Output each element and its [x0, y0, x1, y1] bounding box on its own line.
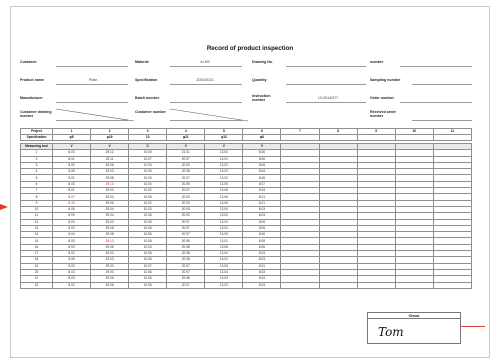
- measurement-cell: 10.07: [129, 263, 167, 269]
- row-number: 4: [21, 169, 53, 175]
- measurement-cell: 13.06: [205, 188, 243, 194]
- measurement-cell: 10.02: [129, 188, 167, 194]
- measurement-cell: 8.03: [243, 213, 281, 219]
- page-title: Record of product inspection: [206, 45, 294, 52]
- measurement-cell: 8.01: [53, 188, 91, 194]
- left-arrow-marker: [0, 204, 8, 210]
- row-number: 3: [21, 162, 53, 168]
- specification-value: 2020/2013: [196, 78, 214, 82]
- measurement-cell: 20.97: [167, 282, 205, 288]
- measurement-cell: 29.04: [91, 206, 129, 212]
- measurement-cell: 13.01: [205, 156, 243, 162]
- measurement-cell: 8.07: [243, 181, 281, 187]
- row-number: 21: [21, 276, 53, 282]
- measurement-cell: 10.04: [129, 244, 167, 250]
- column-number: 8: [319, 129, 357, 135]
- measurement-cell: 8.01: [53, 156, 91, 162]
- measurement-cell: [319, 282, 357, 288]
- measurement-cell: 10.09: [129, 175, 167, 181]
- measurement-cell: 13.00: [205, 150, 243, 156]
- measurement-cell: 8.06: [243, 175, 281, 181]
- measurement-cell: 8.06: [243, 162, 281, 168]
- measurement-cell: 8.00: [53, 162, 91, 168]
- measurement-cell: 8.04: [53, 232, 91, 238]
- customer-number-label: Customer number: [135, 110, 166, 114]
- measurement-cell: 29.03: [91, 219, 129, 225]
- measurement-cell: 13.05: [205, 181, 243, 187]
- row-number: 6: [21, 181, 53, 187]
- measurement-cell: 10.05: [129, 219, 167, 225]
- measurement-cell: 8.06: [243, 156, 281, 162]
- tool-cell: V: [53, 144, 91, 150]
- row-number: 14: [21, 232, 53, 238]
- signature-pointer-line: [461, 326, 485, 327]
- measurement-cell: 8.04: [243, 188, 281, 194]
- drawing-no-line: [286, 66, 366, 67]
- customer-label: Customer: [20, 60, 37, 64]
- measurement-cell: 20.98: [167, 257, 205, 263]
- measurement-cell: 29.11: [91, 156, 129, 162]
- spec-cell: φ21: [167, 135, 205, 141]
- row-number: 11: [21, 213, 53, 219]
- measurement-cell: 13.02: [205, 213, 243, 219]
- measurement-cell: 20.97: [167, 232, 205, 238]
- measurement-cell: 10.06: [129, 232, 167, 238]
- measurement-cell: [433, 282, 471, 288]
- row-number: 19: [21, 263, 53, 269]
- measurement-cell: 10.05: [129, 194, 167, 200]
- measurement-cell: 8.06: [53, 206, 91, 212]
- tool-cell: V: [243, 144, 281, 150]
- measurement-cell: 8.03: [53, 150, 91, 156]
- project-row-label: Project: [21, 129, 53, 135]
- measurement-cell: 13.00: [205, 206, 243, 212]
- order-number-label: Order number: [370, 96, 394, 100]
- measurement-cell: 21.01: [167, 150, 205, 156]
- customer-drawing-label: Customer drawing number: [20, 110, 52, 118]
- measurement-cell: 10.03: [129, 206, 167, 212]
- measurement-cell: 20.98: [167, 244, 205, 250]
- row-number: 8: [21, 194, 53, 200]
- batch-number-line: [170, 102, 242, 103]
- measurement-cell: 20.97: [167, 225, 205, 231]
- measurement-cell: 8.03: [243, 269, 281, 275]
- row-number: 17: [21, 251, 53, 257]
- column-number: 9: [357, 129, 395, 135]
- material-line: [170, 66, 242, 67]
- table-row: [21, 282, 472, 288]
- measurement-cell: 29.06: [91, 162, 129, 168]
- specification-label: Specification: [135, 78, 158, 82]
- material-value: Al-HS: [200, 60, 210, 64]
- row-number: 15: [21, 238, 53, 244]
- measurement-cell: 29.06: [91, 276, 129, 282]
- measurement-cell: 29.03: [91, 194, 129, 200]
- measurement-cell: 20.93: [167, 194, 205, 200]
- measurement-cell: 10.06: [129, 225, 167, 231]
- measurement-cell: 20.92: [167, 213, 205, 219]
- measurement-cell: 29.06: [91, 225, 129, 231]
- specification-row-label: Specification: [21, 135, 53, 141]
- row-number: 5: [21, 175, 53, 181]
- measurement-cell: 10.06: [129, 276, 167, 282]
- measurement-cell: 29.08: [91, 175, 129, 181]
- measurement-cell: 8.03: [243, 206, 281, 212]
- spec-cell: 10: [129, 135, 167, 141]
- measurement-cell: 13.06: [205, 200, 243, 206]
- measurement-cell: [395, 282, 433, 288]
- row-number: 9: [21, 200, 53, 206]
- measurement-cell: 20.97: [167, 269, 205, 275]
- measurement-cell: 10.06: [129, 251, 167, 257]
- instruction-number-label: Instruction number: [252, 94, 271, 102]
- specification-line: [170, 84, 242, 85]
- measurement-cell: 8.06: [243, 150, 281, 156]
- row-number: 2: [21, 156, 53, 162]
- measurement-cell: 20.97: [167, 175, 205, 181]
- tool-cell: V: [167, 144, 205, 150]
- measurement-cell: 8.10: [53, 200, 91, 206]
- spec-cell: φ8: [243, 135, 281, 141]
- measurement-cell: 8.03: [53, 276, 91, 282]
- measurement-cell: 8.03: [53, 244, 91, 250]
- measurement-cell: 29.10: [91, 181, 129, 187]
- measurement-cell: 8.03: [53, 225, 91, 231]
- measurement-cell: 8.06: [243, 232, 281, 238]
- measurement-cell: 10.02: [129, 200, 167, 206]
- measurement-cell: 8.06: [243, 225, 281, 231]
- measurement-cell: 8.01: [243, 200, 281, 206]
- check-label: Check: [368, 313, 460, 319]
- measurement-cell: 8.06: [53, 257, 91, 263]
- measurement-cell: 20.98: [167, 169, 205, 175]
- measurement-cell: 13.03: [205, 219, 243, 225]
- measurement-cell: 13.06: [205, 244, 243, 250]
- measurement-cell: 20.95: [167, 238, 205, 244]
- spec-cell: φ8: [53, 135, 91, 141]
- measurement-cell: 8.01: [243, 263, 281, 269]
- measurement-cell: 20.97: [167, 156, 205, 162]
- measurement-cell: [357, 282, 395, 288]
- measurement-cell: 10.06: [129, 213, 167, 219]
- column-number: 11: [433, 129, 471, 135]
- measurement-cell: 10.05: [129, 169, 167, 175]
- column-number: 7: [281, 129, 319, 135]
- column-number: 3: [129, 129, 167, 135]
- measurement-cell: 8.03: [53, 282, 91, 288]
- measurement-cell: 13.03: [205, 276, 243, 282]
- measurement-cell: 10.03: [129, 162, 167, 168]
- measurement-cell: 20.93: [167, 206, 205, 212]
- row-number: 10: [21, 206, 53, 212]
- received-order-label: Received order number: [370, 110, 396, 118]
- measurement-cell: 29.03: [91, 169, 129, 175]
- row-number: 12: [21, 219, 53, 225]
- measurement-cell: 13.02: [205, 225, 243, 231]
- measurement-cell: 8.04: [243, 169, 281, 175]
- measurement-cell: 8.07: [53, 194, 91, 200]
- diagonal-strike-2: [170, 108, 250, 122]
- measurement-cell: 20.97: [167, 263, 205, 269]
- row-number: 16: [21, 244, 53, 250]
- measurement-cell: 20.97: [167, 188, 205, 194]
- measurement-cell: 29.06: [91, 244, 129, 250]
- measurement-cell: 13.05: [205, 263, 243, 269]
- sampling-number-line: [412, 84, 472, 85]
- row-number: 1: [21, 150, 53, 156]
- column-number: 1: [53, 129, 91, 135]
- measurement-cell: 29.06: [91, 282, 129, 288]
- quantity-line: [286, 84, 366, 85]
- measurement-cell: 20.98: [167, 251, 205, 257]
- measurement-cell: 20.98: [167, 276, 205, 282]
- column-number: 5: [205, 129, 243, 135]
- measurement-cell: 29.13: [91, 238, 129, 244]
- measurement-cell: 20.97: [167, 219, 205, 225]
- customer-line: [56, 66, 128, 67]
- manufacturer-label: Manufacturer: [20, 96, 43, 100]
- measurement-cell: 29.08: [91, 232, 129, 238]
- measurement-cell: 10.04: [129, 181, 167, 187]
- measurement-cell: 10.00: [129, 150, 167, 156]
- measurement-cell: 29.12: [91, 150, 129, 156]
- spec-cell: φ29: [91, 135, 129, 141]
- manufacturer-line: [56, 102, 128, 103]
- row-number: 7: [21, 188, 53, 194]
- measurement-cell: 20.95: [167, 181, 205, 187]
- measuring-tool-row-label: Measuring tool: [21, 144, 53, 150]
- measurement-cell: 10.06: [129, 238, 167, 244]
- spec-cell: φ13: [205, 135, 243, 141]
- measurement-cell: 13.02: [205, 257, 243, 263]
- measurement-cell: 8.03: [53, 238, 91, 244]
- measurement-cell: 8.01: [243, 194, 281, 200]
- measurement-cell: 29.03: [91, 251, 129, 257]
- number-label: number: [370, 60, 384, 64]
- measurement-cell: 29.03: [91, 257, 129, 263]
- measurement-cell: [281, 282, 319, 288]
- column-number: 2: [91, 129, 129, 135]
- measurement-cell: 8.01: [53, 175, 91, 181]
- order-number-line: [400, 102, 472, 103]
- measurement-cell: 10.07: [129, 156, 167, 162]
- measurement-cell: 29.04: [91, 213, 129, 219]
- measurement-cell: 13.04: [205, 269, 243, 275]
- measurement-cell: 8.08: [243, 238, 281, 244]
- row-number: 22: [21, 282, 53, 288]
- measurement-cell: 29.06: [91, 200, 129, 206]
- measurement-cell: 13.04: [205, 251, 243, 257]
- instruction-number-line: [286, 102, 366, 103]
- column-number: 10: [395, 129, 433, 135]
- column-number: 6: [243, 129, 281, 135]
- signature: Tom: [378, 325, 404, 339]
- measurement-cell: 8.03: [53, 219, 91, 225]
- measurement-cell: 13.01: [205, 238, 243, 244]
- received-order-line: [412, 120, 472, 121]
- row-number: 18: [21, 257, 53, 263]
- quantity-label: Quantity: [252, 78, 267, 82]
- measurement-cell: 13.06: [205, 194, 243, 200]
- measurement-cell: 29.03: [91, 263, 129, 269]
- measurement-cell: 8.06: [243, 244, 281, 250]
- tool-cell: V: [205, 144, 243, 150]
- instruction-number-value: 10-0614/077: [317, 96, 339, 100]
- sampling-number-label: Sampling number: [370, 78, 401, 82]
- product-name-line: [56, 84, 128, 85]
- measurement-cell: 29.03: [91, 269, 129, 275]
- material-label: Material: [135, 60, 149, 64]
- measurement-cell: 8.06: [53, 169, 91, 175]
- tool-cell: C: [129, 144, 167, 150]
- product-name-label: Product name: [20, 78, 44, 82]
- measurement-cell: 13.05: [205, 232, 243, 238]
- measurement-cell: 8.03: [53, 251, 91, 257]
- measurement-cell: 20.93: [167, 200, 205, 206]
- measurement-cell: 8.06: [243, 219, 281, 225]
- measurement-cell: 13.03: [205, 169, 243, 175]
- drawing-no-label: Drawing No.: [252, 60, 273, 64]
- measurement-cell: 10.05: [129, 257, 167, 263]
- check-box: [367, 312, 461, 344]
- measurement-cell: 10.06: [129, 269, 167, 275]
- measurement-cell: 13.02: [205, 162, 243, 168]
- product-name-value: Plate: [88, 78, 98, 82]
- measurement-cell: 8.03: [243, 251, 281, 257]
- measurement-cell: 8.03: [53, 263, 91, 269]
- diagonal-strike-1: [56, 108, 136, 122]
- column-number: 4: [167, 129, 205, 135]
- measurement-cell: 10.05: [129, 282, 167, 288]
- measurement-cell: 8.04: [243, 276, 281, 282]
- measurement-cell: 8.03: [53, 269, 91, 275]
- measurement-cell: 8.03: [243, 257, 281, 263]
- row-number: 20: [21, 269, 53, 275]
- measurement-cell: 29.03: [91, 188, 129, 194]
- measurement-cell: 20.93: [167, 162, 205, 168]
- measurement-cell: 13.03: [205, 282, 243, 288]
- measurement-cell: 8.09: [53, 213, 91, 219]
- measurement-table: [20, 128, 472, 289]
- row-number: 13: [21, 225, 53, 231]
- tool-cell: V: [91, 144, 129, 150]
- measurement-cell: 13.02: [205, 175, 243, 181]
- measurement-cell: 8.03: [243, 282, 281, 288]
- number-line: [400, 66, 472, 67]
- batch-number-label: Batch number: [135, 96, 160, 100]
- measurement-cell: 8.03: [53, 181, 91, 187]
